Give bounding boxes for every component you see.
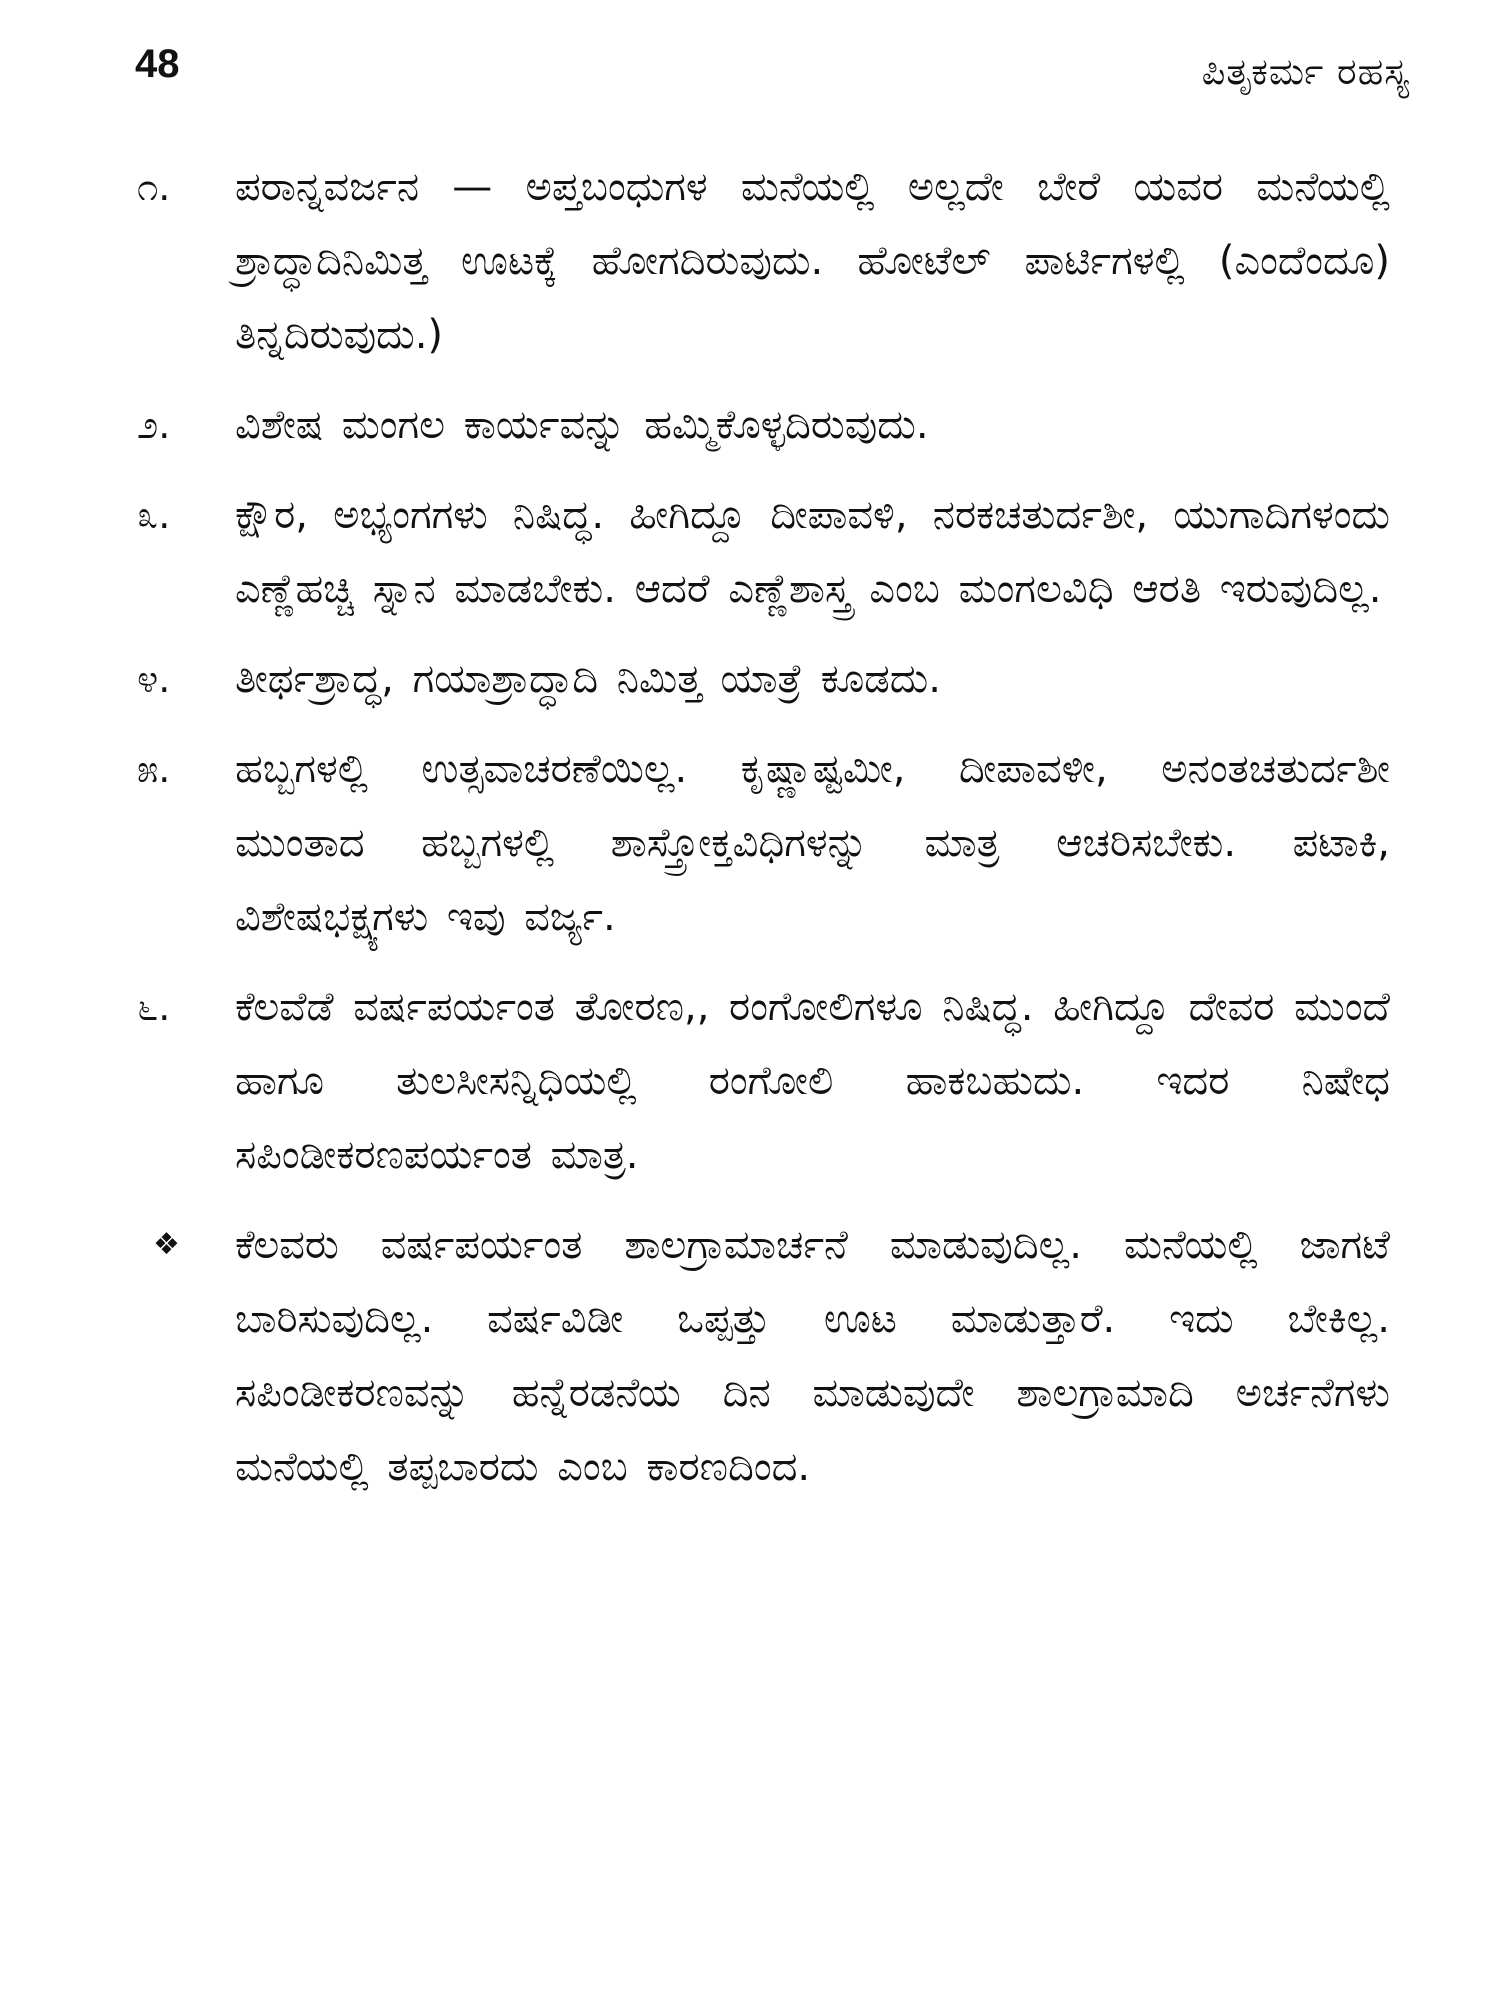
page-header xyxy=(135,40,1410,110)
item-text: ಹಬ್ಬಗಳಲ್ಲಿ ಉತ್ಸವಾಚರಣೆಯಿಲ್ಲ. ಕೃಷ್ಣಾಷ್ಟಮೀ, ದೀಪಾವಳೀ, ಅನಂತಚತುರ್ದಶೀ ಮುಂತಾದ ಹಬ್ಬಗಳಲ್ಲಿ ಶಾಸ್ತ್ರೋಕ್ತವಿಧಿಗಳನ್ನು ಮಾತ್ರ ಆಚರಿಸಬೇಕು. ಪಟಾಕಿ, ವಿಶೇಷಭಕ್ಷ್ಯಗಳು ಇವು ವರ್ಜ್ಯ. xyxy=(235,746,1390,940)
list-item xyxy=(135,970,1390,1192)
item-text: ಕೆಲವೆಡೆ ವರ್ಷಪರ್ಯಂತ ತೋರಣ,, ರಂಗೋಲಿಗಳೂ ನಿಷಿದ್ಧ. ಹೀಗಿದ್ದೂ ದೇವರ ಮುಂದೆ ಹಾಗೂ ತುಲಸೀಸನ್ನಿಧಿಯಲ್ಲಿ ರಂಗೋಲಿ ಹಾಕಬಹುದು. ಇದರ ನಿಷೇಧ ಸಪಿಂಡೀಕರಣಪರ್ಯಂತ ಮಾತ್ರ. xyxy=(235,984,1390,1178)
list-item xyxy=(135,642,1390,716)
item-text: ಕೆಲವರು ವರ್ಷಪರ್ಯಂತ ಶಾಲಗ್ರಾಮಾರ್ಚನೆ ಮಾಡುವುದಿಲ್ಲ. ಮನೆಯಲ್ಲಿ ಜಾಗಟೆ ಬಾರಿಸುವುದಿಲ್ಲ. ವರ್ಷವಿಡೀ ಒಪ್ಪತ್ತು ಊಟ ಮಾಡುತ್ತಾರೆ. ಇದು ಬೇಕಿಲ್ಲ. ಸಪಿಂಡೀಕರಣವನ್ನು ಹನ್ನೆರಡನೆಯ ದಿನ ಮಾಡುವುದೇ ಶಾಲಗ್ರಾಮಾದಿ ಅರ್ಚನೆಗಳು ಮನೆಯಲ್ಲಿ ತಪ್ಪಬಾರದು ಎಂಬ ಕಾರಣದಿಂದ. xyxy=(235,1222,1390,1490)
running-title: ಪಿತೃಕರ್ಮ ರಹಸ್ಯ xyxy=(1201,50,1410,93)
item-text: ತೀರ್ಥಶ್ರಾದ್ಧ, ಗಯಾಶ್ರಾದ್ಧಾದಿ ನಿಮಿತ್ತ ಯಾತ್ರೆ ಕೂಡದು. xyxy=(235,656,941,702)
diamond-bullet-icon: ❖ xyxy=(153,1227,180,1262)
item-text: ಕ್ಷೌರ, ಅಭ್ಯಂಗಗಳು ನಿಷಿದ್ಧ. ಹೀಗಿದ್ದೂ ದೀಪಾವಳಿ, ನರಕಚತುರ್ದಶೀ, ಯುಗಾದಿಗಳಂದು ಎಣ್ಣೆಹಚ್ಚಿ ಸ್ನಾನ ಮಾಡಬೇಕು. ಆದರೆ ಎಣ್ಣೆಶಾಸ್ತ್ರ ಎಂಬ ಮಂಗಲವಿಧಿ ಆರತಿ ಇರುವುದಿಲ್ಲ. xyxy=(235,492,1390,612)
item-number: ೫. xyxy=(137,747,171,791)
page-number: 48 xyxy=(135,42,180,86)
item-number: ೬. xyxy=(137,985,171,1029)
item-number: ೪. xyxy=(137,657,171,701)
item-number: ೩. xyxy=(137,493,171,537)
item-number: ೧. xyxy=(137,165,171,209)
item-number: ೨. xyxy=(137,403,171,447)
item-text: ಪರಾನ್ನವರ್ಜನ — ಅಪ್ತಬಂಧುಗಳ ಮನೆಯಲ್ಲಿ ಅಲ್ಲದೇ ಬೇರೆ ಯವರ ಮನೆಯಲ್ಲಿ ಶ್ರಾದ್ಧಾದಿನಿಮಿತ್ತ ಊಟಕ್ಕೆ ಹೋಗದಿರುವುದು. ಹೋಟೆಲ್ ಪಾರ್ಟಿಗಳಲ್ಲಿ (ಎಂದೆಂದೂ) ತಿನ್ನದಿರುವುದು.) xyxy=(235,164,1390,358)
page-body xyxy=(135,150,1390,1520)
list-item xyxy=(135,732,1390,954)
list-item xyxy=(135,150,1390,372)
list-item xyxy=(135,478,1390,626)
list-item xyxy=(135,388,1390,462)
list-item xyxy=(135,1208,1390,1504)
item-text: ವಿಶೇಷ ಮಂಗಲ ಕಾರ್ಯವನ್ನು ಹಮ್ಮಿಕೊಳ್ಳದಿರುವುದು. xyxy=(235,402,929,448)
